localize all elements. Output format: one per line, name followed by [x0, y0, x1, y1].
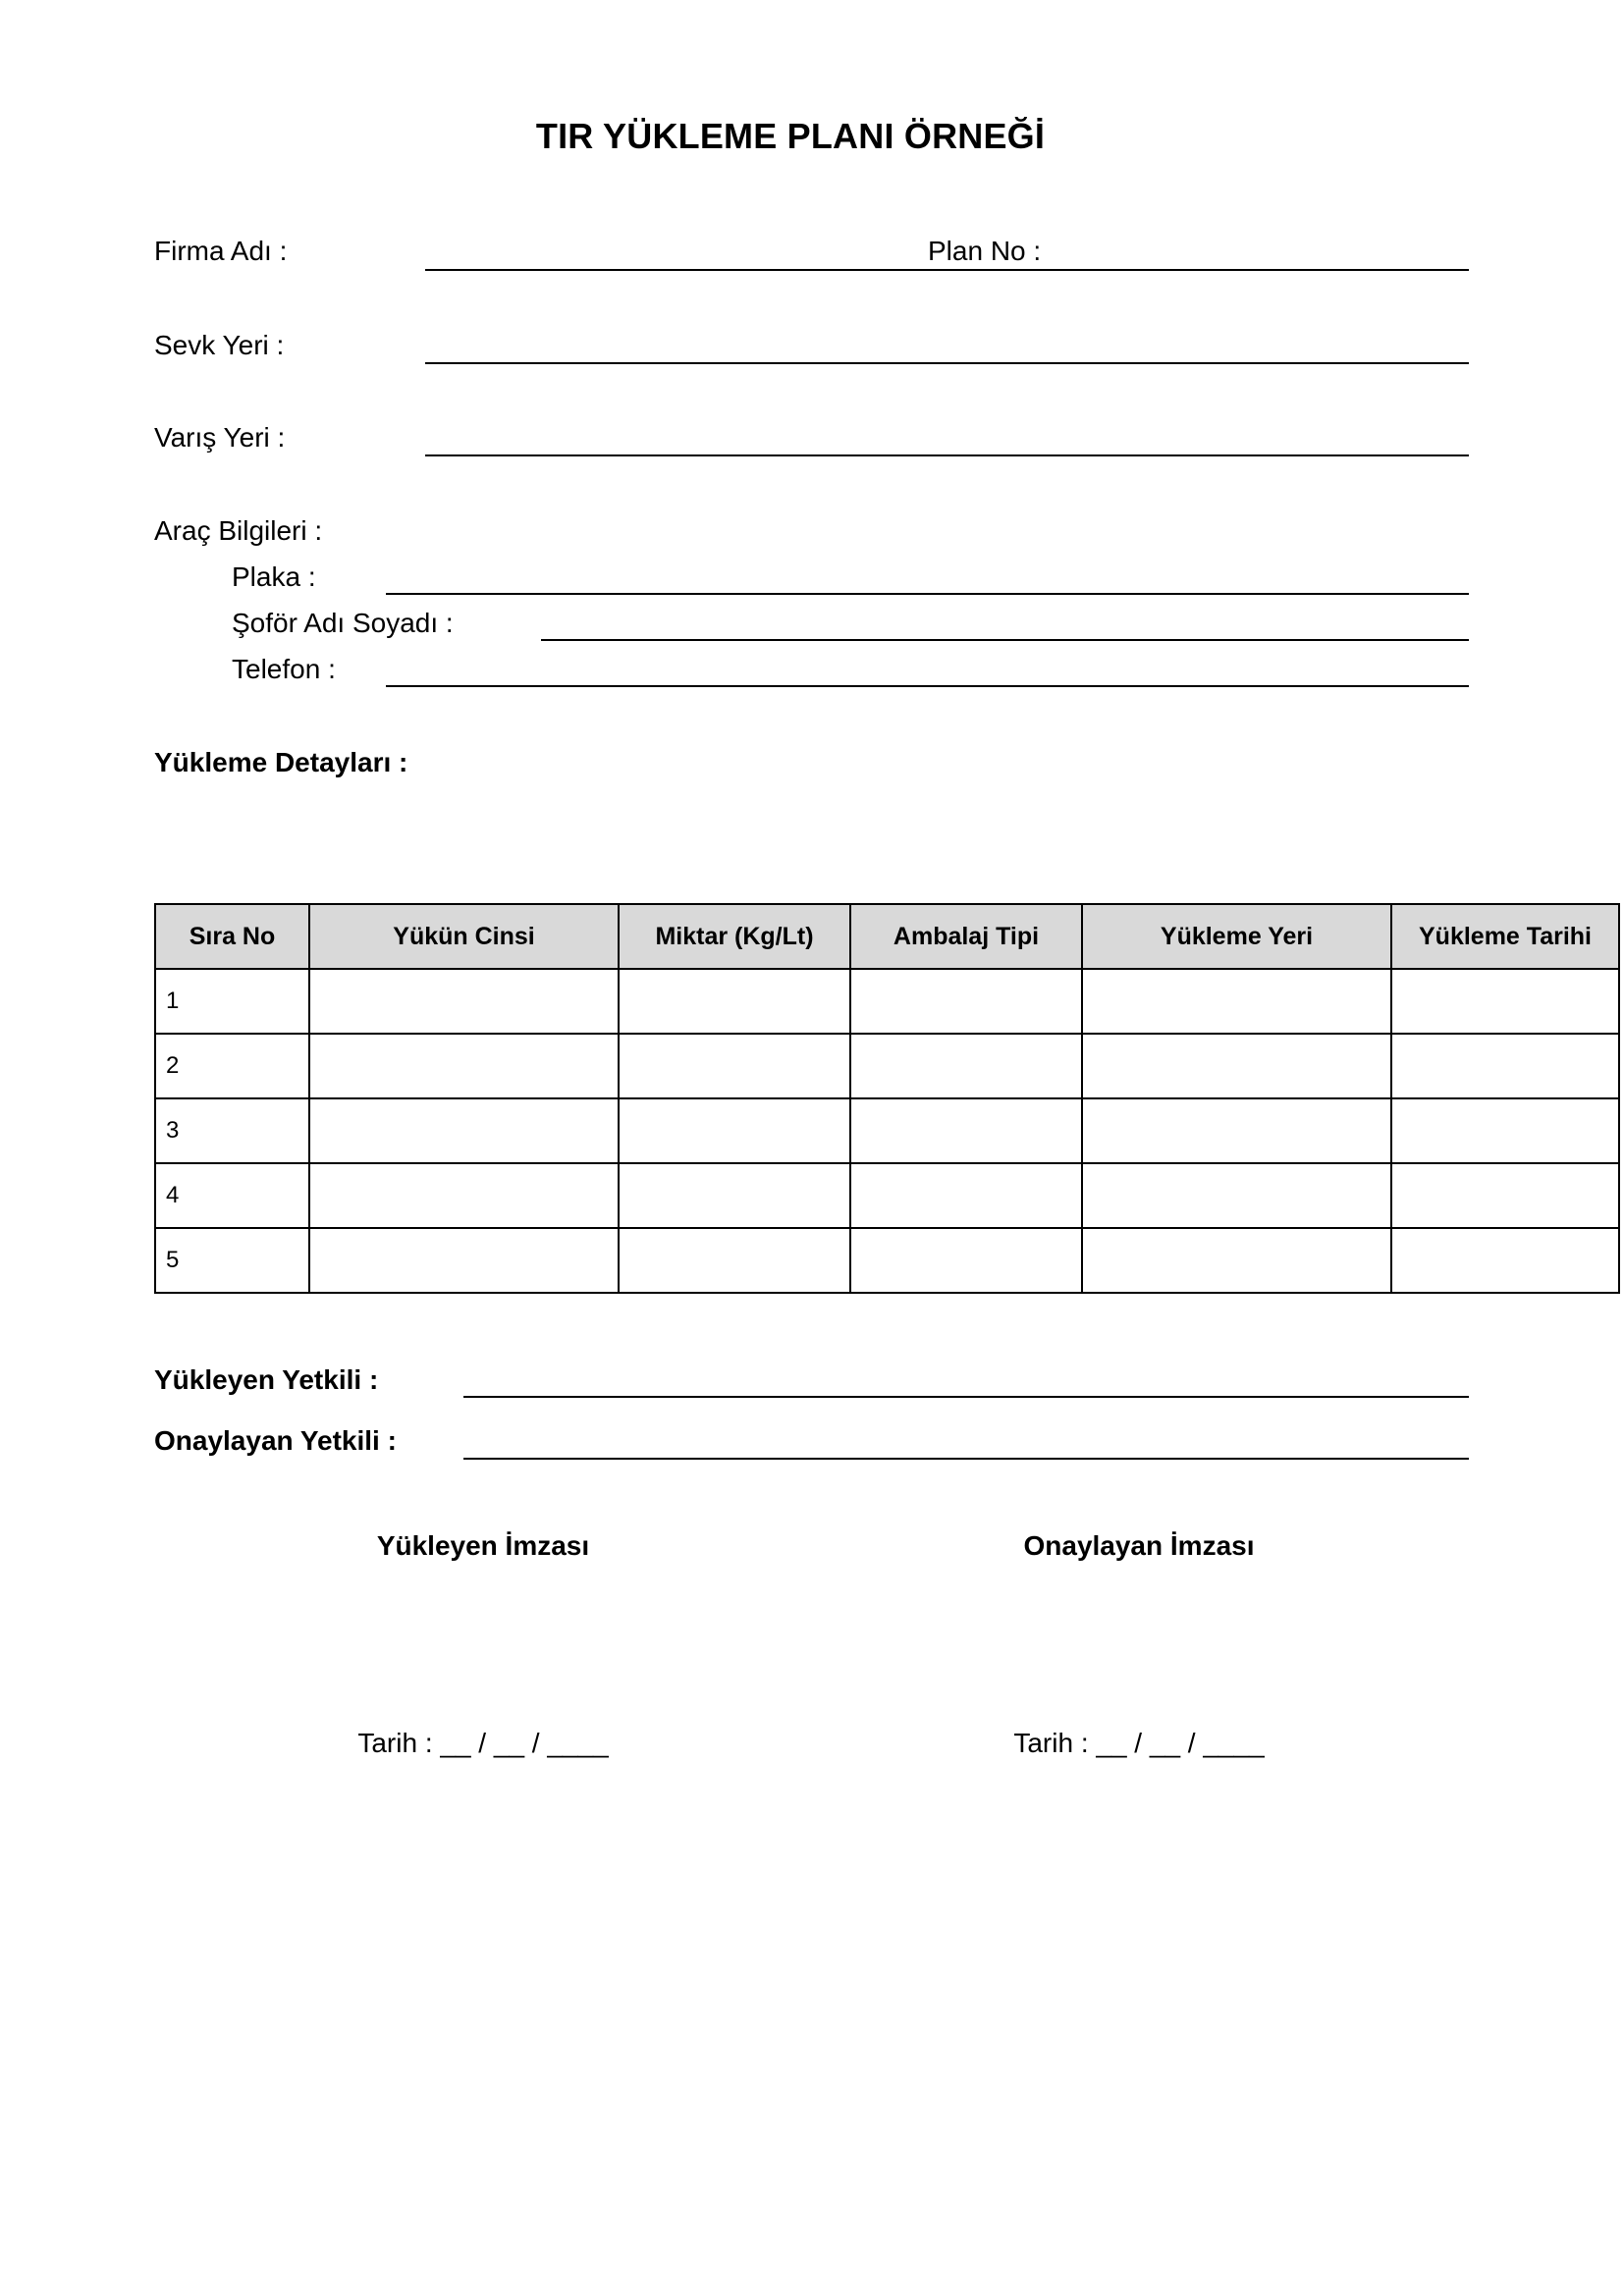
cell-yukleme-tarihi[interactable] [1391, 1228, 1619, 1293]
telefon-label: Telefon : [232, 654, 336, 684]
cell-yukleme-yeri[interactable] [1082, 1228, 1391, 1293]
table-row [155, 1034, 1619, 1098]
firma-adi-label: Firma Adı : [154, 236, 288, 266]
cell-yukun-cinsi[interactable] [309, 1034, 619, 1098]
loading-table [154, 903, 1620, 1294]
plan-no-label: Plan No : [928, 236, 1042, 266]
sevk-yeri-line[interactable] [425, 362, 1469, 364]
yukleyen-yetkili-line[interactable] [463, 1396, 1469, 1398]
col-header-miktar: Miktar (Kg/Lt) [619, 904, 850, 969]
sofor-adi-soyadi-line[interactable] [541, 639, 1469, 641]
col-header-yukleme-yeri: Yükleme Yeri [1082, 904, 1391, 969]
cell-sira-no: 2 [155, 1034, 309, 1098]
cell-miktar[interactable] [619, 1163, 850, 1228]
cell-yukleme-tarihi[interactable] [1391, 969, 1619, 1034]
cell-miktar[interactable] [619, 969, 850, 1034]
table-row [155, 1098, 1619, 1163]
cell-sira-no: 4 [155, 1163, 309, 1228]
col-header-yukun-cinsi: Yükün Cinsi [309, 904, 619, 969]
cell-ambalaj-tipi[interactable] [850, 1034, 1082, 1098]
cell-yukleme-yeri[interactable] [1082, 1034, 1391, 1098]
plaka-line[interactable] [386, 593, 1469, 595]
varis-yeri-label: Varış Yeri : [154, 422, 286, 453]
cell-sira-no: 3 [155, 1098, 309, 1163]
cell-ambalaj-tipi[interactable] [850, 1228, 1082, 1293]
cell-yukun-cinsi[interactable] [309, 969, 619, 1034]
cell-yukleme-yeri[interactable] [1082, 1163, 1391, 1228]
yukleyen-tarih: Tarih : __ / __ / ____ [357, 1728, 609, 1758]
cell-sira-no: 1 [155, 969, 309, 1034]
document-title: TIR YÜKLEME PLANI ÖRNEĞİ [535, 116, 1046, 156]
table-row [155, 969, 1619, 1034]
cell-yukun-cinsi[interactable] [309, 1098, 619, 1163]
cell-yukleme-tarihi[interactable] [1391, 1098, 1619, 1163]
col-header-ambalaj-tipi: Ambalaj Tipi [850, 904, 1082, 969]
cell-miktar[interactable] [619, 1228, 850, 1293]
onaylayan-tarih: Tarih : __ / __ / ____ [1013, 1728, 1265, 1758]
table-row [155, 1228, 1619, 1293]
onaylayan-yetkili-line[interactable] [463, 1458, 1469, 1460]
cell-yukun-cinsi[interactable] [309, 1163, 619, 1228]
sofor-adi-soyadi-label: Şoför Adı Soyadı : [232, 608, 454, 638]
cell-ambalaj-tipi[interactable] [850, 969, 1082, 1034]
table-header-row [155, 904, 1619, 969]
yukleme-detaylari-title: Yükleme Detayları : [154, 747, 408, 777]
onaylayan-imzasi-title: Onaylayan İmzası [1023, 1530, 1255, 1561]
yukleyen-yetkili-label: Yükleyen Yetkili : [154, 1364, 379, 1395]
cell-yukleme-yeri[interactable] [1082, 969, 1391, 1034]
cell-ambalaj-tipi[interactable] [850, 1163, 1082, 1228]
plaka-label: Plaka : [232, 561, 316, 592]
table-row [155, 1163, 1619, 1228]
cell-yukleme-tarihi[interactable] [1391, 1163, 1619, 1228]
col-header-yukleme-tarihi: Yükleme Tarihi [1391, 904, 1619, 969]
telefon-line[interactable] [386, 685, 1469, 687]
sevk-yeri-label: Sevk Yeri : [154, 330, 285, 360]
cell-ambalaj-tipi[interactable] [850, 1098, 1082, 1163]
cell-yukleme-yeri[interactable] [1082, 1098, 1391, 1163]
firma-adi-line[interactable] [425, 269, 1469, 271]
varis-yeri-line[interactable] [425, 454, 1469, 456]
yukleyen-imzasi-title: Yükleyen İmzası [376, 1530, 590, 1561]
cell-miktar[interactable] [619, 1034, 850, 1098]
onaylayan-yetkili-label: Onaylayan Yetkili : [154, 1425, 397, 1456]
col-header-sira-no: Sıra No [155, 904, 309, 969]
cell-miktar[interactable] [619, 1098, 850, 1163]
cell-sira-no: 5 [155, 1228, 309, 1293]
arac-bilgileri-label: Araç Bilgileri : [154, 515, 323, 546]
cell-yukleme-tarihi[interactable] [1391, 1034, 1619, 1098]
cell-yukun-cinsi[interactable] [309, 1228, 619, 1293]
